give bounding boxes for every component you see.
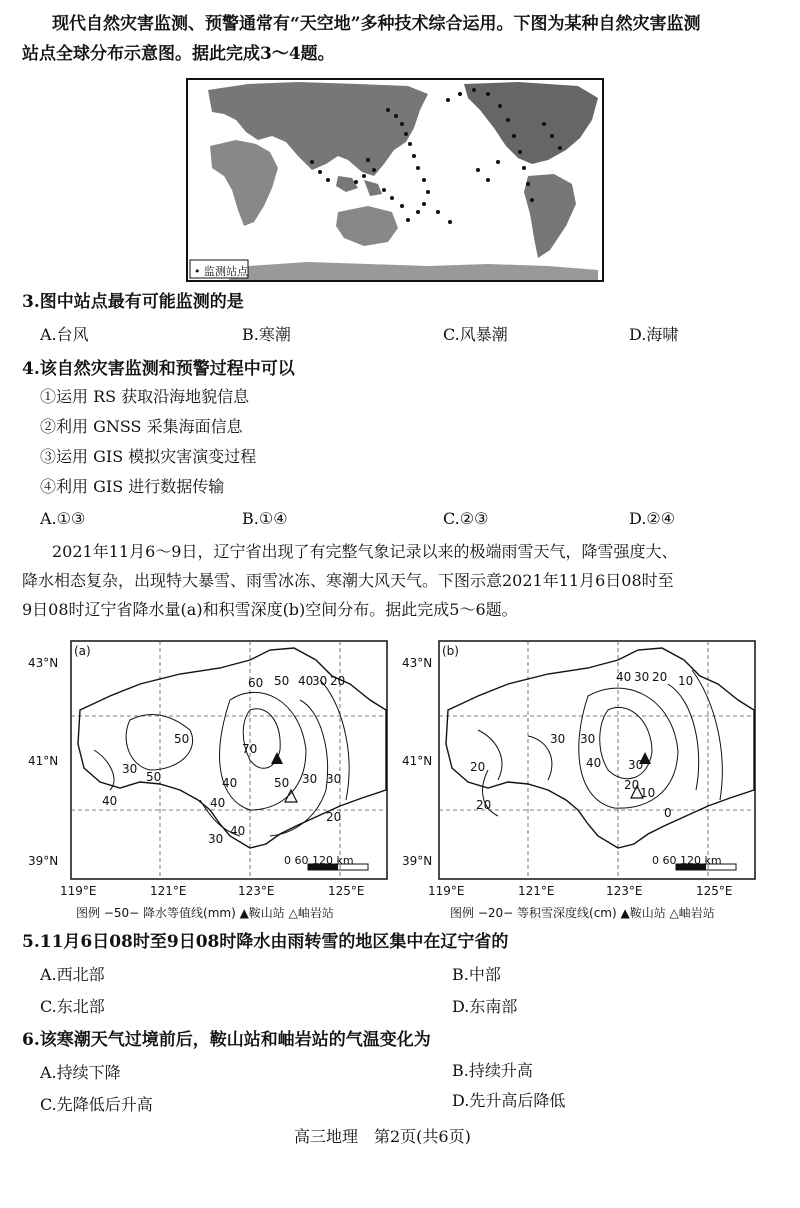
map-b-panel-label: (b) xyxy=(442,644,459,658)
map-b-contour-20-left: 20 xyxy=(470,760,486,774)
map-b-lon-123: 123°E xyxy=(606,884,643,898)
q6-option-c[interactable]: C.先降低后升高 xyxy=(40,1095,153,1114)
q4-option-d[interactable]: D.②④ xyxy=(629,509,676,528)
q3-option-a[interactable]: A.台风 xyxy=(40,325,89,344)
map-b-contour-10-right: 10 xyxy=(640,786,656,800)
q5-option-c[interactable]: C.东北部 xyxy=(40,997,105,1016)
map-b-scale: 0 60 120 km xyxy=(652,854,722,867)
q4-item-3: ③运用 GIS 模拟灾害演变过程 xyxy=(40,447,257,466)
map-a-contour-70: 70 xyxy=(242,742,258,756)
map-b-lon-125: 125°E xyxy=(696,884,733,898)
intro-5-6-line1: 2021年11月6～9日，辽宁省出现了有完整气象记录以来的极端雨雪天气，降雪强度大、 xyxy=(52,542,678,561)
intro-3-4-line1: 现代自然灾害监测、预警通常有“天空地”多种技术综合运用。下图为某种自然灾害监测 xyxy=(52,14,701,34)
map-a-contour-60: 60 xyxy=(248,676,264,690)
map-b-contour-30-top: 30 xyxy=(634,670,650,684)
q3-option-c[interactable]: C.风暴潮 xyxy=(443,325,508,344)
map-a-contour-40-bottom: 40 xyxy=(230,824,246,838)
q3-option-d[interactable]: D.海啸 xyxy=(629,325,679,344)
map-a-lat-41: 41°N xyxy=(28,754,59,768)
map-a-legend: 图例 −50− 降水等值线(mm) ▲鞍山站 △岫岩站 xyxy=(76,906,334,920)
q4-item-1: ①运用 RS 获取沿海地貌信息 xyxy=(40,387,250,406)
map-a-contour-30-bottom: 30 xyxy=(208,832,224,846)
q6-stem: 6.该寒潮天气过境前后，鞍山站和岫岩站的气温变化为 xyxy=(22,1030,431,1050)
world-map-svg xyxy=(188,80,602,280)
q4-option-b[interactable]: B.①④ xyxy=(242,509,288,528)
q5-option-b[interactable]: B.中部 xyxy=(452,965,501,984)
map-a-contour-40-top: 40 xyxy=(298,674,314,688)
q4-item-4: ④利用 GIS 进行数据传输 xyxy=(40,477,225,496)
q4-option-a[interactable]: A.①③ xyxy=(40,509,86,528)
q5-option-d[interactable]: D.东南部 xyxy=(452,997,518,1016)
map-b-contour-20-top: 20 xyxy=(652,670,668,684)
map-b-contour-30-left: 30 xyxy=(550,732,566,746)
world-map-legend: • 监测站点 xyxy=(194,265,248,278)
map-a-contour-20-right: 20 xyxy=(326,810,342,824)
map-b-contour-20-right: 20 xyxy=(624,778,640,792)
q5-stem: 5.11月6日08时至9日08时降水由雨转雪的地区集中在辽宁省的 xyxy=(22,932,509,952)
map-b-lon-119: 119°E xyxy=(428,884,465,898)
page-footer: 高三地理 第2页(共6页) xyxy=(294,1127,471,1146)
q4-stem: 4.该自然灾害监测和预警过程中可以 xyxy=(22,359,295,379)
map-b-contour-20-bottom: 20 xyxy=(476,798,492,812)
map-b-contour-30-right: 30 xyxy=(628,758,644,772)
q6-option-b[interactable]: B.持续升高 xyxy=(452,1061,533,1080)
intro-5-6-line3: 9日08时辽宁省降水量(a)和积雪深度(b)空间分布。据此完成5～6题。 xyxy=(22,600,518,619)
q5-option-a[interactable]: A.西北部 xyxy=(40,965,105,984)
map-b-contour-10-top: 10 xyxy=(678,674,694,688)
map-a-lon-119: 119°E xyxy=(60,884,97,898)
map-a-contour-20-top: 20 xyxy=(330,674,346,688)
map-b-contour-30-mid: 30 xyxy=(580,732,596,746)
map-a-contour-40-low: 40 xyxy=(210,796,226,810)
map-a-lat-39: 39°N xyxy=(28,854,59,868)
map-a-contour-40-left: 40 xyxy=(102,794,118,808)
q4-item-2: ②利用 GNSS 采集海面信息 xyxy=(40,417,243,436)
map-b-contour-40-top: 40 xyxy=(616,670,632,684)
map-a-lon-121: 121°E xyxy=(150,884,187,898)
map-b-lat-41: 41°N xyxy=(402,754,433,768)
q6-option-d[interactable]: D.先升高后降低 xyxy=(452,1091,566,1110)
map-a-contour-50-mid: 50 xyxy=(174,732,190,746)
map-a-lat-43: 43°N xyxy=(28,656,59,670)
map-b-lon-121: 121°E xyxy=(518,884,555,898)
map-a-contour-50-right: 50 xyxy=(274,776,290,790)
map-a-contour-40-mid: 40 xyxy=(222,776,238,790)
map-b-lat-39: 39°N xyxy=(402,854,433,868)
map-a-contour-30-top: 30 xyxy=(312,674,328,688)
map-b-contour-0: 0 xyxy=(664,806,672,820)
intro-5-6-line2: 降水相态复杂，出现特大暴雪、雨雪冰冻、寒潮大风天气。下图示意2021年11月6日08时至 xyxy=(22,571,674,590)
map-a-contour-30-right: 30 xyxy=(302,772,318,786)
q3-stem: 3.图中站点最有可能监测的是 xyxy=(22,292,244,312)
map-b-figure xyxy=(402,636,782,922)
map-a-figure xyxy=(26,636,400,922)
q6-option-a[interactable]: A.持续下降 xyxy=(40,1063,121,1082)
map-b-legend: 图例 −20− 等积雪深度线(cm) ▲鞍山站 △岫岩站 xyxy=(450,906,715,920)
map-a-contour-50-left: 50 xyxy=(146,770,162,784)
q4-option-c[interactable]: C.②③ xyxy=(443,509,489,528)
world-map-figure xyxy=(186,78,604,282)
map-a-contour-50: 50 xyxy=(274,674,290,688)
map-b-contour-40-mid: 40 xyxy=(586,756,602,770)
q3-option-b[interactable]: B.寒潮 xyxy=(242,325,291,344)
map-a-contour-30-left: 30 xyxy=(122,762,138,776)
map-a-contour-30-far: 30 xyxy=(326,772,342,786)
map-b-lat-43: 43°N xyxy=(402,656,433,670)
map-a-lon-125: 125°E xyxy=(328,884,365,898)
intro-3-4-line2: 站点全球分布示意图。据此完成3～4题。 xyxy=(22,44,335,64)
map-a-panel-label: (a) xyxy=(74,644,91,658)
map-a-scale: 0 60 120 km xyxy=(284,854,354,867)
map-a-lon-123: 123°E xyxy=(238,884,275,898)
